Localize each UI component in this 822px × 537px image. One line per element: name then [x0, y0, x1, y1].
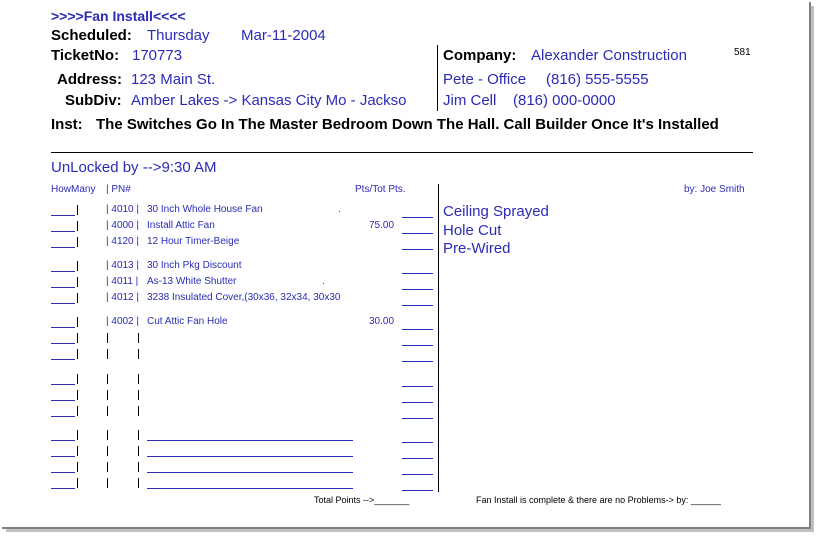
part-number: | 4002 | — [106, 316, 139, 327]
item-row — [0, 389, 822, 403]
completion-signoff: Fan Install is complete & there are no Problems-> by: ______ — [476, 495, 721, 505]
column-separator — [107, 349, 108, 359]
item-row — [0, 236, 822, 250]
column-separator — [138, 406, 139, 416]
column-separator — [77, 390, 78, 400]
column-separator — [138, 446, 139, 456]
quantity-blank[interactable] — [51, 416, 75, 417]
column-separator — [77, 446, 78, 456]
item-description: 30 Inch Pkg Discount — [147, 260, 242, 271]
item-description: Cut Attic Fan Hole — [147, 316, 228, 327]
item-description: As-13 White Shutter — [147, 276, 237, 287]
points-blank[interactable] — [402, 474, 433, 475]
address-value: 123 Main St. — [131, 71, 216, 88]
points-blank[interactable] — [402, 361, 433, 362]
item-row — [0, 220, 822, 234]
quantity-blank[interactable] — [51, 231, 75, 232]
ticket-title: >>>>Fan Install<<<< — [51, 8, 186, 24]
contact-2-name: Jim Cell — [443, 92, 497, 109]
header-by: by: Joe Smith — [684, 184, 745, 195]
quantity-blank[interactable] — [51, 271, 75, 272]
points-blank[interactable] — [402, 490, 433, 491]
points-blank[interactable] — [402, 345, 433, 346]
points-blank[interactable] — [402, 442, 433, 443]
header-divider — [437, 45, 438, 111]
description-blank[interactable] — [147, 440, 353, 441]
column-separator — [107, 462, 108, 472]
item-marker: . — [338, 204, 341, 215]
column-separator — [107, 333, 108, 343]
scheduled-label: Scheduled: — [51, 27, 132, 44]
column-separator — [77, 333, 78, 343]
quantity-blank[interactable] — [51, 384, 75, 385]
quantity-blank[interactable] — [51, 287, 75, 288]
points-blank[interactable] — [402, 233, 433, 234]
header-pn: | PN# — [106, 184, 131, 195]
address-label: Address: — [57, 71, 123, 88]
description-blank[interactable] — [147, 472, 353, 473]
description-blank[interactable] — [147, 456, 353, 457]
checklist-pre-wired: Pre-Wired — [443, 240, 511, 257]
column-separator — [77, 406, 78, 416]
column-separator — [77, 205, 78, 215]
checklist-ceiling-sprayed: Ceiling Sprayed — [443, 203, 549, 220]
part-number: | 4010 | — [106, 204, 139, 215]
item-row — [0, 260, 822, 274]
column-separator — [138, 374, 139, 384]
column-separator — [107, 374, 108, 384]
column-separator — [107, 478, 108, 488]
contact-1-phone: (816) 555-5555 — [546, 71, 649, 88]
item-marker: . — [322, 276, 325, 287]
description-blank[interactable] — [147, 488, 353, 489]
column-separator — [77, 277, 78, 287]
item-points: 30.00 — [369, 316, 395, 327]
item-row — [0, 405, 822, 419]
item-row — [0, 445, 822, 459]
item-row — [0, 429, 822, 443]
company-name: Alexander Construction — [531, 47, 687, 64]
item-row — [0, 348, 822, 362]
column-separator — [77, 221, 78, 231]
quantity-blank[interactable] — [51, 303, 75, 304]
points-blank[interactable] — [402, 249, 433, 250]
column-separator — [107, 390, 108, 400]
contact-2-phone: (816) 000-0000 — [513, 92, 616, 109]
column-separator — [77, 349, 78, 359]
column-separator — [138, 430, 139, 440]
quantity-blank[interactable] — [51, 488, 75, 489]
item-description: Install Attic Fan — [147, 220, 215, 231]
column-separator — [77, 478, 78, 488]
total-points: Total Points -->_______ — [314, 495, 410, 505]
column-separator — [77, 261, 78, 271]
column-separator — [107, 446, 108, 456]
quantity-blank[interactable] — [51, 456, 75, 457]
points-blank[interactable] — [402, 458, 433, 459]
header-howmany: HowMany — [51, 184, 96, 195]
item-row — [0, 477, 822, 491]
quantity-blank[interactable] — [51, 472, 75, 473]
quantity-blank[interactable] — [51, 247, 75, 248]
points-blank[interactable] — [402, 418, 433, 419]
item-row — [0, 373, 822, 387]
unlocked-status: UnLocked by -->9:30 AM — [51, 159, 217, 176]
column-separator — [77, 462, 78, 472]
points-blank[interactable] — [402, 402, 433, 403]
contact-1-name: Pete - Office — [443, 71, 527, 88]
column-separator — [138, 462, 139, 472]
quantity-blank[interactable] — [51, 440, 75, 441]
points-blank[interactable] — [402, 329, 433, 330]
item-points: 75.00 — [369, 220, 395, 231]
quantity-blank[interactable] — [51, 215, 75, 216]
points-blank[interactable] — [402, 386, 433, 387]
checklist-hole-cut: Hole Cut — [443, 222, 502, 239]
quantity-blank[interactable] — [51, 343, 75, 344]
item-row — [0, 204, 822, 218]
points-blank[interactable] — [402, 305, 433, 306]
section-divider — [51, 152, 753, 153]
item-row — [0, 332, 822, 346]
header-points: Pts/Tot Pts. — [355, 184, 406, 195]
column-separator — [138, 333, 139, 343]
part-number: | 4000 | — [106, 220, 139, 231]
column-separator — [107, 406, 108, 416]
column-separator — [77, 317, 78, 327]
column-separator — [138, 349, 139, 359]
instructions-text: The Switches Go In The Master Bedroom Down The Hall. Call Builder Once It's Installed — [96, 116, 719, 133]
column-separator — [77, 430, 78, 440]
quantity-blank[interactable] — [51, 359, 75, 360]
item-description: 30 Inch Whole House Fan — [147, 204, 263, 215]
column-separator — [107, 430, 108, 440]
quantity-blank[interactable] — [51, 400, 75, 401]
column-separator — [77, 293, 78, 303]
column-separator — [138, 390, 139, 400]
scheduled-day: Thursday — [147, 27, 210, 44]
item-row — [0, 316, 822, 330]
item-description: 12 Hour Timer-Beige — [147, 236, 240, 247]
quantity-blank[interactable] — [51, 327, 75, 328]
points-blank[interactable] — [402, 289, 433, 290]
instructions-label: Inst: — [51, 116, 83, 133]
page-shadow-bottom — [6, 529, 814, 532]
ticket-number: 170773 — [132, 47, 183, 64]
subdiv-label: SubDiv: — [65, 92, 122, 109]
points-blank[interactable] — [402, 273, 433, 274]
company-code: 581 — [734, 47, 751, 58]
points-blank[interactable] — [402, 217, 433, 218]
part-number: | 4120 | — [106, 236, 139, 247]
part-number: | 4011 | — [106, 276, 139, 287]
subdiv-value: Amber Lakes -> Kansas City Mo - Jackso — [131, 92, 407, 109]
ticket-label: TicketNo: — [51, 47, 120, 64]
column-separator — [138, 478, 139, 488]
part-number: | 4013 | — [106, 260, 139, 271]
column-separator — [77, 374, 78, 384]
item-description: 3238 Insulated Cover,(30x36, 32x34, 30x30 — [147, 292, 341, 303]
part-number: | 4012 | — [106, 292, 139, 303]
item-row — [0, 292, 822, 306]
item-row — [0, 461, 822, 475]
item-row — [0, 276, 822, 290]
company-label: Company: — [443, 47, 517, 64]
column-separator — [77, 237, 78, 247]
scheduled-date: Mar-11-2004 — [241, 27, 326, 44]
